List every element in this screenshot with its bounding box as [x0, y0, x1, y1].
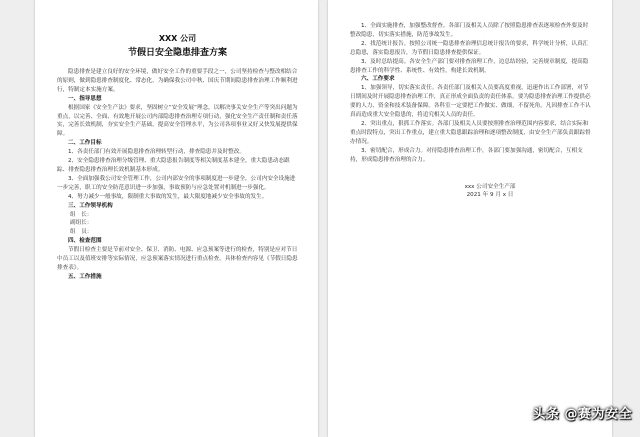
page-left-content	[57, 26, 298, 282]
requirement-item: 2、突出重点，狠抓工作落实。各部门及相关人员要按照排查治理范围内容要求，结合实际和重点时段特点，突出工作重点，建立重大隐患跟踪治理和逐项整改制度，由安全生产部负责跟踪督办情况。	[350, 120, 591, 145]
company-name: XXX 公司	[158, 34, 197, 43]
goal-item: 1、各责任部门有效开展隐患排查治理转型行动，排查隐患并及时整改。	[68, 149, 245, 156]
field-deputy-leader: 副组长：	[70, 220, 93, 227]
goal-item: 3、全面加强我公司安全管理工作，公司内部安全的事项制度进一步建全，公司内安全设施进一步完善，职工的安全防范意识进一步加强，事故预防与应急处置对机制进一步强化。	[57, 175, 296, 191]
section-text-scope: 节假日检查主要是节前对安全、保卫、消防、电源、应急预案等进行的检查，特别是应对节日中员工以及值班安排等实际情况，应急预案落实情况进行重点检查。具体检查内容见《节假日隐患排查表》。	[57, 247, 298, 271]
document-page-right	[328, 0, 612, 437]
goal-item: 4、努力减少一般事故，限制重大事故的发生，最大限度地减少安全事故的发生。	[68, 193, 268, 200]
requirement-item: 1、加强领导，切实落实责任。各责任部门及相关人员要高度重视，迅速作出工作部署，对节日期间及时开展隐患排查治理工作，真正形成全面负责的责任体系。要为隐患排查治理工作提供必要的人力、资金和技术装备保障。各科室一定要把工作做实、做细，不留死角。凡因排查工作不认真而造成重大安全隐患的，将追究相关人员的责任。	[350, 85, 591, 119]
section-heading-requirements: 六、工作要求	[361, 76, 395, 83]
intro-paragraph: 隐患排查是建立良好的安全环境，做好安全工作的重要手段之一，公司坚持检查与整改相结合的原则，做到隐患排查制度化、常态化，为确保我公司中秋、国庆节期间隐患排查治理工作顺利进行，特制定本实施方案。	[57, 69, 298, 93]
goal-item: 2、安全隐患排查治理分级管理、重大隐患报告制度等相关制度基本建全，重大隐患动态跟踪、排查隐患排查治理长效机制基本形成。	[57, 158, 290, 173]
section-heading-guiding: 一、指导思想	[68, 95, 102, 102]
page-right-content	[350, 22, 592, 200]
signature-date: 2021 年 9 月 x 日	[466, 192, 514, 199]
measure-item: 3、及时总结提高。各安全生产部门要对排查治理工作，边总结经验，完善规章制度，提高隐患排查工作的科学性、系统性、有效性，构建长效机制。	[350, 58, 589, 74]
field-leader: 组 长：	[70, 211, 93, 218]
spacer	[350, 165, 592, 174]
requirement-item: 3、密切配合，形成合力。对待隐患排查治理工作，各部门要加强沟通，密切配合，互相支持，形成隐患排查治理的合力。	[350, 147, 583, 163]
document-page-left	[35, 0, 318, 437]
document-title: 节假日安全隐患排查方案	[127, 48, 227, 58]
platform-watermark	[532, 403, 632, 422]
section-heading-measures: 五、工作措施	[68, 273, 102, 280]
section-text-guiding: 根据国家《安全生产法》要求，坚固树立“安全发展”理念，以解决事关安全生产等突出问题为重点，以完善、全面、有效地开展公司内部隐患排查治理专项行动，强化安全生产责任制和责任落实，完善长效机制，夯实安全生产基础，提高安全管理水平，为公司各项事业又好又快发展提供保障。	[57, 104, 298, 138]
watermark-platform: 头条	[532, 407, 560, 422]
section-heading-goals: 二、工作目标	[68, 140, 102, 147]
section-heading-scope: 四、检查范围	[68, 238, 102, 245]
section-heading-leadership: 三、工作领导机构	[68, 202, 113, 209]
signature-department: xxx 公司安全生产部	[464, 183, 516, 190]
watermark-account: @赛为安全	[564, 407, 632, 422]
measure-item: 1、全面实施排查，加强整改督查。各部门及相关人员除了按照隐患排查表逐项检查外要及时整改隐患，切实落实措施，防范事故发生。	[350, 23, 589, 38]
measure-item: 2、找范统计报告。按照公司统一隐患排查治理信息统计报告的要求，科学统计分析，认真汇总隐患，落实隐患报告，为节假日隐患排查提供保证。	[350, 40, 589, 56]
spacer	[350, 174, 592, 183]
field-members: 组 员：	[70, 229, 93, 236]
